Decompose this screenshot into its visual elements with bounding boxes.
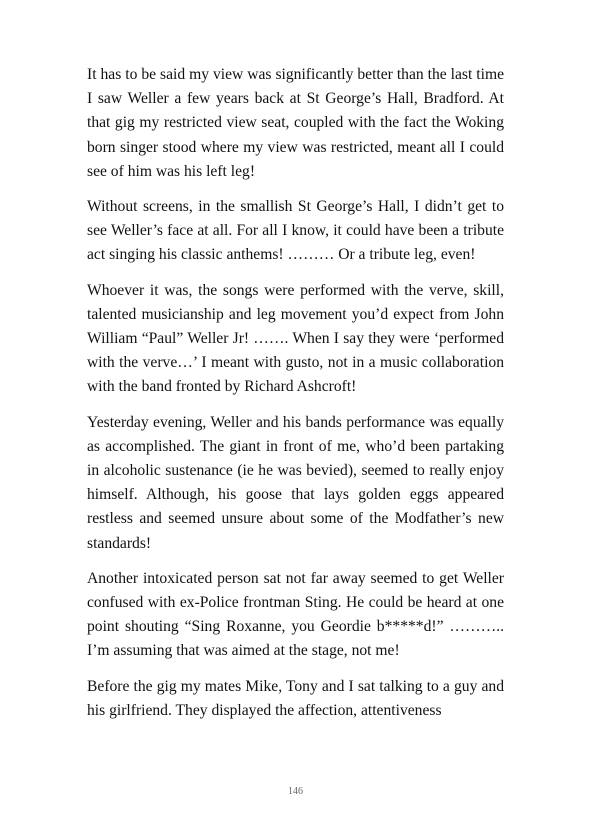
paragraph-6: Before the gig my mates Mike, Tony and I sat talking to a guy and his girlfriend. They displayed the affection, attentiveness xyxy=(87,677,504,719)
paragraph-1: It has to be said my view was significantly better than the last time I saw Weller a few years back at St George’s Hall, Bradford. At that gig my restricted view seat, coupled with the fact the Woking born singer stood where my view was restricted, meant all I could see of him was his left leg! xyxy=(87,66,504,180)
paragraph-4: Yesterday evening, Weller and his bands performance was equally as accomplished. The giant in front of me, who’d been partaking in alcoholic sustenance (ie he was bevied), seemed to really enjoy himself. Although, his goose that lays golden eggs appeared restless and seemed unsure about some of the Modfather’s new standards! xyxy=(87,413,504,552)
page-number: 146 xyxy=(288,786,303,797)
paragraph-5: Another intoxicated person sat not far away seemed to get Weller confused with ex-Police frontman Sting. He could be heard at one point shouting “Sing Roxanne, you Geordie b*****d!” ……….. I’m assuming that was aimed at the stage, not me! xyxy=(87,569,504,660)
body-text xyxy=(87,63,504,734)
paragraph-3: Whoever it was, the songs were performed with the verve, skill, talented musicianship and leg movement you’d expect from John William “Paul” Weller Jr! ……. When I say they were ‘performed with the verve…’ I meant with gusto, not in a music collaboration with the band fronted by Richard Ashcroft! xyxy=(87,281,504,396)
paragraph-2: Without screens, in the smallish St George’s Hall, I didn’t get to see Weller’s face at all. For all I know, it could have been a tribute act singing his classic anthems! ……… Or a tribute leg, even! xyxy=(87,198,504,264)
